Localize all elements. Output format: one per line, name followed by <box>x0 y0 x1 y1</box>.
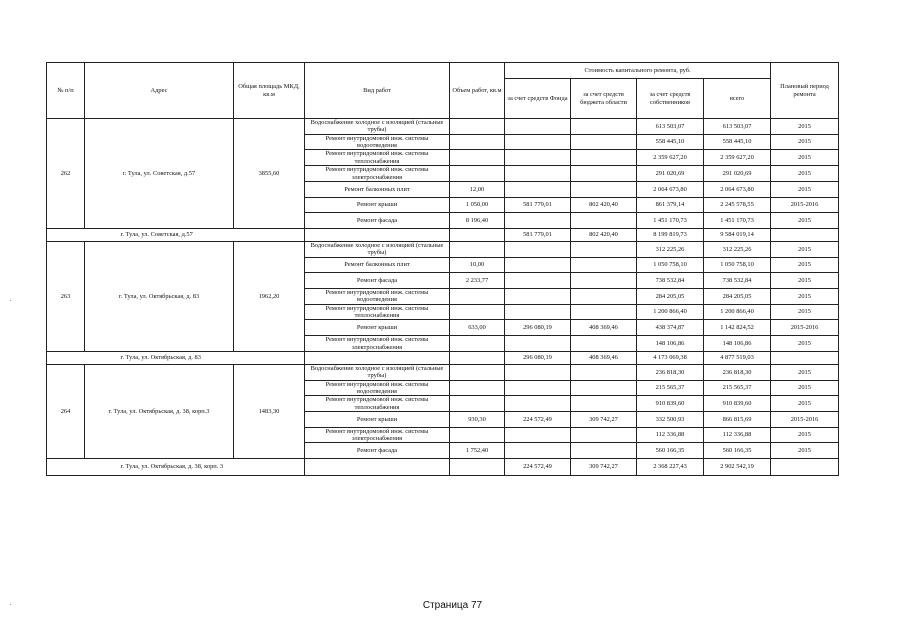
header-period: Плановый период ремонта <box>771 63 839 119</box>
summary-empty-cell <box>450 459 505 476</box>
work-type-cell: Ремонт балконных плит <box>305 257 450 273</box>
header-volume: Объем работ, кв.м <box>450 63 505 119</box>
budget-cell <box>571 304 637 320</box>
fund-cell <box>505 181 571 197</box>
work-type-cell: Ремонт фасада <box>305 213 450 229</box>
total-cell: 613 503,07 <box>704 119 771 135</box>
summary-num-cell <box>47 351 85 364</box>
volume-cell <box>450 134 505 150</box>
period-cell: 2015 <box>771 380 839 396</box>
fund-cell <box>505 380 571 396</box>
total-cell: 1 142 824,52 <box>704 320 771 336</box>
work-type-cell: Ремонт внутридомовой инж. системы электроснабжения <box>305 336 450 352</box>
fund-cell <box>505 443 571 459</box>
header-cost-group: Стоимость капитального ремонта, руб. <box>505 63 771 79</box>
budget-cell: 802 420,40 <box>571 197 637 213</box>
total-cell: 558 445,10 <box>704 134 771 150</box>
period-cell: 2015 <box>771 396 839 412</box>
fund-cell <box>505 396 571 412</box>
period-cell: 2015-2016 <box>771 320 839 336</box>
period-cell: 2015 <box>771 150 839 166</box>
total-cell: 215 565,37 <box>704 380 771 396</box>
budget-cell <box>571 396 637 412</box>
fund-cell <box>505 150 571 166</box>
period-cell: 2015 <box>771 304 839 320</box>
period-cell: 2015 <box>771 364 839 380</box>
budget-cell <box>571 166 637 182</box>
table-body <box>47 119 839 476</box>
fund-cell: 296 080,19 <box>505 320 571 336</box>
fund-cell <box>505 241 571 257</box>
margin-mark <box>10 300 11 301</box>
owners-cell: 1 050 758,10 <box>637 257 704 273</box>
period-cell: 2015 <box>771 443 839 459</box>
volume-cell <box>450 241 505 257</box>
summary-row <box>47 459 839 476</box>
total-cell: 910 839,60 <box>704 396 771 412</box>
budget-cell <box>571 119 637 135</box>
total-cell: 1 200 866,40 <box>704 304 771 320</box>
work-type-cell: Ремонт внутридомовой инж. системы теплоснабжения <box>305 304 450 320</box>
budget-cell <box>571 443 637 459</box>
period-cell: 2015 <box>771 257 839 273</box>
header-total: всего <box>704 79 771 119</box>
table-header <box>47 63 839 119</box>
volume-cell <box>450 119 505 135</box>
summary-budget-cell: 802 420,40 <box>571 228 637 241</box>
summary-address: г. Тула, ул. Октябрьская, д. 83 <box>85 351 305 364</box>
summary-empty-cell <box>305 459 450 476</box>
owners-cell: 215 565,37 <box>637 380 704 396</box>
owners-cell: 861 379,14 <box>637 197 704 213</box>
volume-cell: 10,00 <box>450 257 505 273</box>
total-cell: 2 359 627,20 <box>704 150 771 166</box>
total-cell: 738 532,84 <box>704 273 771 289</box>
work-type-cell: Ремонт внутридомовой инж. системы электроснабжения <box>305 427 450 443</box>
fund-cell <box>505 257 571 273</box>
period-cell: 2015 <box>771 427 839 443</box>
volume-cell: 1 752,40 <box>450 443 505 459</box>
summary-fund-cell: 296 080,19 <box>505 351 571 364</box>
owners-cell: 284 205,05 <box>637 289 704 305</box>
header-area: Общая площадь МКД, кв.м <box>234 63 305 119</box>
period-cell: 2015 <box>771 273 839 289</box>
period-cell: 2015-2016 <box>771 197 839 213</box>
page-number: Страница 77 <box>422 600 483 611</box>
total-cell: 112 336,88 <box>704 427 771 443</box>
table-row <box>47 241 839 257</box>
volume-cell: 12,00 <box>450 181 505 197</box>
owners-cell: 236 818,30 <box>637 364 704 380</box>
volume-cell <box>450 289 505 305</box>
fund-cell <box>505 119 571 135</box>
row-number: 264 <box>47 364 85 458</box>
owners-cell: 1 200 866,40 <box>637 304 704 320</box>
summary-empty-cell <box>305 351 450 364</box>
owners-cell: 438 374,87 <box>637 320 704 336</box>
summary-fund-cell: 224 572,49 <box>505 459 571 476</box>
address-cell: г. Тула, ул. Советская, д.57 <box>85 119 234 229</box>
fund-cell <box>505 304 571 320</box>
row-number: 263 <box>47 241 85 351</box>
budget-cell <box>571 213 637 229</box>
summary-period-cell <box>771 228 839 241</box>
period-cell: 2015 <box>771 181 839 197</box>
fund-cell <box>505 336 571 352</box>
summary-address: г. Тула, ул. Октябрьская, д. 38, корп. 3 <box>85 459 305 476</box>
summary-budget-cell: 408 369,46 <box>571 351 637 364</box>
summary-total-cell: 2 902 542,19 <box>704 459 771 476</box>
summary-fund-cell: 581 779,01 <box>505 228 571 241</box>
period-cell: 2015 <box>771 241 839 257</box>
header-budget: за счет средств бюджета области <box>571 79 637 119</box>
work-type-cell: Ремонт балконных плит <box>305 181 450 197</box>
row-number: 262 <box>47 119 85 229</box>
owners-cell: 613 503,07 <box>637 119 704 135</box>
summary-owners-cell: 4 173 069,38 <box>637 351 704 364</box>
header-owners: за счет средств собственников <box>637 79 704 119</box>
owners-cell: 910 839,60 <box>637 396 704 412</box>
period-cell: 2015-2016 <box>771 412 839 428</box>
volume-cell <box>450 396 505 412</box>
summary-budget-cell: 309 742,27 <box>571 459 637 476</box>
work-type-cell: Ремонт крыши <box>305 412 450 428</box>
total-cell: 312 225,26 <box>704 241 771 257</box>
summary-num-cell <box>47 228 85 241</box>
summary-row <box>47 228 839 241</box>
header-num: № п/п <box>47 63 85 119</box>
volume-cell: 1 050,00 <box>450 197 505 213</box>
budget-cell <box>571 257 637 273</box>
total-cell: 2 245 578,55 <box>704 197 771 213</box>
total-cell: 560 166,35 <box>704 443 771 459</box>
table-row <box>47 364 839 380</box>
owners-cell: 558 445,10 <box>637 134 704 150</box>
work-type-cell: Водоснабжение холодное с изоляцией (стальные трубы) <box>305 241 450 257</box>
summary-total-cell: 4 877 519,03 <box>704 351 771 364</box>
total-cell: 284 205,05 <box>704 289 771 305</box>
budget-cell <box>571 134 637 150</box>
header-fund: за счет средств Фонда <box>505 79 571 119</box>
volume-cell <box>450 150 505 166</box>
volume-cell <box>450 304 505 320</box>
summary-empty-cell <box>305 228 450 241</box>
work-type-cell: Водоснабжение холодное с изоляцией (стальные трубы) <box>305 364 450 380</box>
work-type-cell: Ремонт внутридомовой инж. системы водоотведения <box>305 134 450 150</box>
owners-cell: 112 336,88 <box>637 427 704 443</box>
fund-cell <box>505 427 571 443</box>
work-type-cell: Ремонт внутридомовой инж. системы водоотведения <box>305 380 450 396</box>
volume-cell <box>450 336 505 352</box>
budget-cell: 309 742,27 <box>571 412 637 428</box>
total-cell: 291 020,69 <box>704 166 771 182</box>
header-work-type: Вид работ <box>305 63 450 119</box>
address-cell: г. Тула, ул. Октябрьская, д. 38, корп.3 <box>85 364 234 458</box>
fund-cell <box>505 213 571 229</box>
budget-cell <box>571 336 637 352</box>
budget-cell <box>571 364 637 380</box>
work-type-cell: Ремонт фасада <box>305 273 450 289</box>
fund-cell <box>505 134 571 150</box>
owners-cell: 312 225,26 <box>637 241 704 257</box>
budget-cell: 408 369,46 <box>571 320 637 336</box>
owners-cell: 1 451 170,73 <box>637 213 704 229</box>
area-cell: 1483,30 <box>234 364 305 458</box>
period-cell: 2015 <box>771 134 839 150</box>
summary-empty-cell <box>450 351 505 364</box>
period-cell: 2015 <box>771 166 839 182</box>
area-cell: 1962,20 <box>234 241 305 351</box>
work-type-cell: Ремонт крыши <box>305 320 450 336</box>
header-address: Адрес <box>85 63 234 119</box>
summary-period-cell <box>771 351 839 364</box>
budget-cell <box>571 289 637 305</box>
total-cell: 148 106,86 <box>704 336 771 352</box>
volume-cell <box>450 166 505 182</box>
work-type-cell: Ремонт крыши <box>305 197 450 213</box>
fund-cell <box>505 364 571 380</box>
summary-row <box>47 351 839 364</box>
volume-cell <box>450 380 505 396</box>
budget-cell <box>571 380 637 396</box>
owners-cell: 291 020,69 <box>637 166 704 182</box>
owners-cell: 148 106,86 <box>637 336 704 352</box>
summary-owners-cell: 8 199 819,73 <box>637 228 704 241</box>
owners-cell: 560 166,35 <box>637 443 704 459</box>
work-type-cell: Ремонт внутридомовой инж. системы теплоснабжения <box>305 396 450 412</box>
address-cell: г. Тула, ул. Октябрьская, д. 83 <box>85 241 234 351</box>
budget-cell <box>571 273 637 289</box>
repair-register-table <box>46 62 839 476</box>
owners-cell: 2 359 627,20 <box>637 150 704 166</box>
work-type-cell: Ремонт внутридомовой инж. системы электроснабжения <box>305 166 450 182</box>
summary-total-cell: 9 584 019,14 <box>704 228 771 241</box>
total-cell: 1 050 758,10 <box>704 257 771 273</box>
volume-cell: 8 196,40 <box>450 213 505 229</box>
work-type-cell: Ремонт внутридомовой инж. системы водоотведения <box>305 289 450 305</box>
volume-cell: 930,30 <box>450 412 505 428</box>
budget-cell <box>571 181 637 197</box>
volume-cell <box>450 364 505 380</box>
budget-cell <box>571 150 637 166</box>
summary-owners-cell: 2 368 227,43 <box>637 459 704 476</box>
budget-cell <box>571 427 637 443</box>
volume-cell: 633,00 <box>450 320 505 336</box>
summary-address: г. Тула, ул. Советская, д.57 <box>85 228 305 241</box>
summary-empty-cell <box>450 228 505 241</box>
total-cell: 1 451 170,73 <box>704 213 771 229</box>
summary-period-cell <box>771 459 839 476</box>
fund-cell: 581 779,01 <box>505 197 571 213</box>
total-cell: 866 815,69 <box>704 412 771 428</box>
period-cell: 2015 <box>771 289 839 305</box>
owners-cell: 2 064 673,80 <box>637 181 704 197</box>
fund-cell: 224 572,49 <box>505 412 571 428</box>
period-cell: 2015 <box>771 213 839 229</box>
period-cell: 2015 <box>771 119 839 135</box>
work-type-cell: Ремонт внутридомовой инж. системы теплоснабжения <box>305 150 450 166</box>
owners-cell: 738 532,84 <box>637 273 704 289</box>
work-type-cell: Ремонт фасада <box>305 443 450 459</box>
owners-cell: 332 500,93 <box>637 412 704 428</box>
fund-cell <box>505 273 571 289</box>
budget-cell <box>571 241 637 257</box>
total-cell: 236 818,30 <box>704 364 771 380</box>
fund-cell <box>505 166 571 182</box>
summary-num-cell <box>47 459 85 476</box>
volume-cell: 2 233,77 <box>450 273 505 289</box>
period-cell: 2015 <box>771 336 839 352</box>
table-row <box>47 119 839 135</box>
volume-cell <box>450 427 505 443</box>
fund-cell <box>505 289 571 305</box>
area-cell: 3855,60 <box>234 119 305 229</box>
work-type-cell: Водоснабжение холодное с изоляцией (стальные трубы) <box>305 119 450 135</box>
total-cell: 2 064 673,80 <box>704 181 771 197</box>
